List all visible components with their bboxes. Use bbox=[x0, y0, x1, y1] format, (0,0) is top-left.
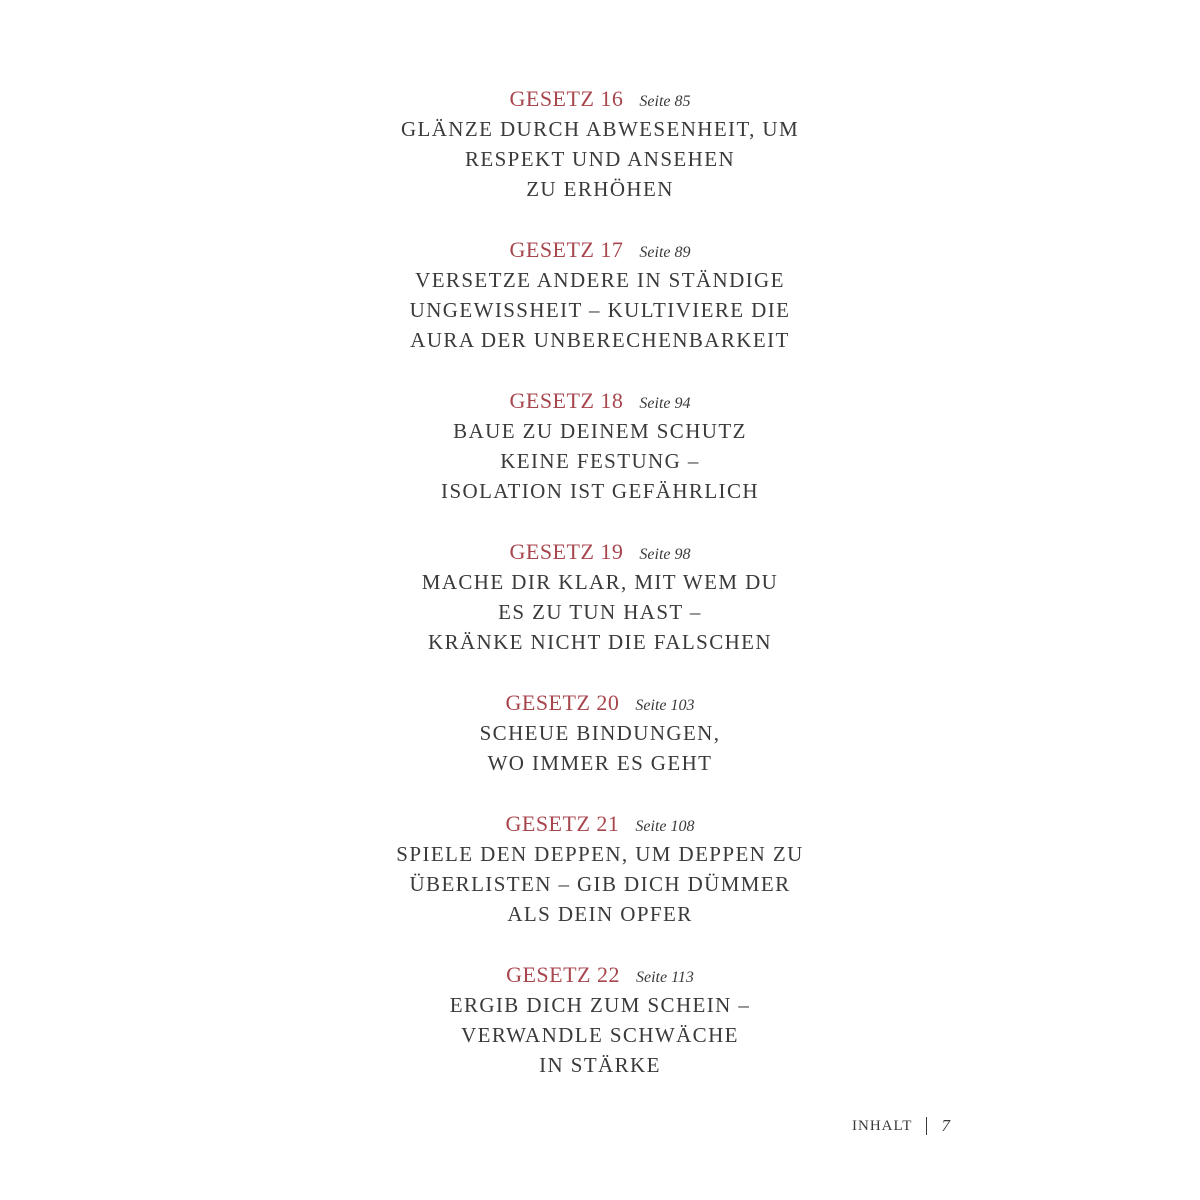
toc-entry bbox=[401, 84, 799, 204]
page-reference: Seite 103 bbox=[635, 697, 695, 714]
page-reference: Seite 98 bbox=[639, 546, 691, 563]
law-title-line: UNGEWISSHEIT – KULTIVIERE DIE bbox=[409, 298, 791, 322]
law-title-line: KEINE FESTUNG – bbox=[500, 449, 700, 473]
law-title-line: GLÄNZE DURCH ABWESENHEIT, UM bbox=[400, 117, 800, 141]
law-title-line: ES ZU TUN HAST – bbox=[498, 600, 702, 624]
toc-entry bbox=[396, 809, 803, 929]
page-reference: Seite 108 bbox=[635, 818, 695, 835]
law-title-line: ISOLATION IST GEFÄHRLICH bbox=[441, 479, 759, 503]
law-title-line: ÜBERLISTEN – GIB DICH DÜMMER bbox=[409, 872, 791, 896]
law-number: GESETZ 16 bbox=[509, 86, 624, 111]
law-number: GESETZ 19 bbox=[509, 539, 624, 564]
law-title-line: ZU ERHÖHEN bbox=[526, 177, 674, 201]
law-number: GESETZ 17 bbox=[509, 237, 624, 262]
law-title-line: KRÄNKE NICHT DIE FALSCHEN bbox=[428, 630, 772, 654]
entry-heading bbox=[510, 537, 691, 567]
footer-divider bbox=[926, 1117, 927, 1135]
law-title-line: AURA DER UNBERECHENBARKEIT bbox=[410, 328, 790, 352]
law-title-line: IN STÄRKE bbox=[539, 1053, 661, 1077]
entry-heading bbox=[510, 386, 691, 416]
page-number: 7 bbox=[941, 1116, 951, 1135]
law-title-line: WO IMMER ES GEHT bbox=[487, 751, 713, 775]
page-reference: Seite 85 bbox=[639, 93, 691, 110]
footer-section-label: INHALT bbox=[852, 1117, 913, 1134]
entry-heading bbox=[510, 84, 691, 114]
law-title-line: VERSETZE ANDERE IN STÄNDIGE bbox=[415, 268, 785, 292]
entry-heading bbox=[506, 960, 694, 990]
law-number: GESETZ 21 bbox=[505, 811, 620, 836]
toc-entry bbox=[410, 235, 791, 355]
page-reference: Seite 94 bbox=[639, 395, 691, 412]
entry-heading bbox=[510, 235, 691, 265]
law-title-line: BAUE ZU DEINEM SCHUTZ bbox=[453, 419, 747, 443]
entry-heading bbox=[506, 688, 695, 718]
law-title-line: MACHE DIR KLAR, MIT WEM DU bbox=[421, 570, 779, 594]
law-number: GESETZ 20 bbox=[505, 690, 620, 715]
law-number: GESETZ 22 bbox=[506, 962, 620, 987]
law-title-line: ERGIB DICH ZUM SCHEIN – bbox=[449, 993, 751, 1017]
toc-entry bbox=[480, 688, 721, 778]
toc-entry bbox=[450, 960, 751, 1080]
law-title-line: SCHEUE BINDUNGEN, bbox=[479, 721, 721, 745]
law-title-line: SPIELE DEN DEPPEN, UM DEPPEN ZU bbox=[396, 842, 804, 866]
law-number: GESETZ 18 bbox=[509, 388, 624, 413]
toc-entry bbox=[422, 537, 778, 657]
law-title-line: RESPEKT UND ANSEHEN bbox=[464, 147, 736, 171]
page-reference: Seite 89 bbox=[639, 244, 691, 261]
law-title-line: ALS DEIN OPFER bbox=[507, 902, 693, 926]
law-title-line: VERWANDLE SCHWÄCHE bbox=[461, 1023, 739, 1047]
page-reference: Seite 113 bbox=[635, 969, 694, 986]
toc-entry bbox=[441, 386, 759, 506]
table-of-contents bbox=[0, 84, 1200, 1111]
page-footer bbox=[852, 1116, 951, 1136]
entry-heading bbox=[506, 809, 695, 839]
